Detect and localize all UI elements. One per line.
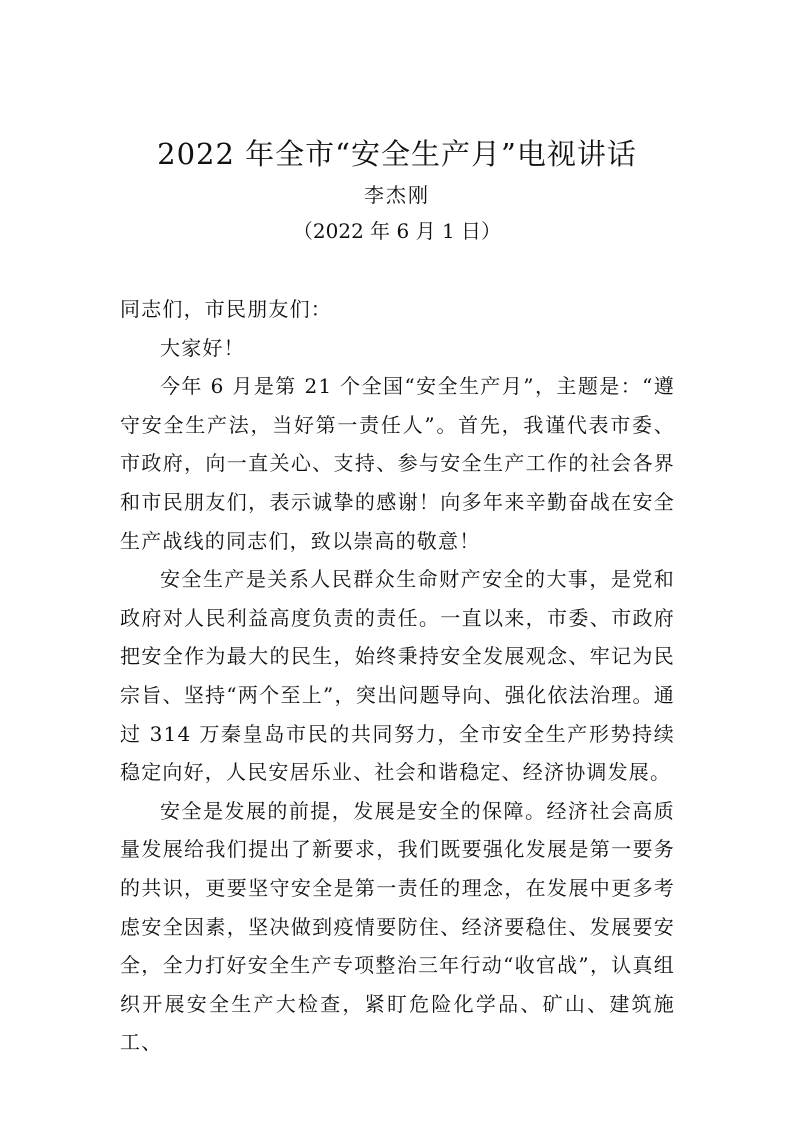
- paragraph-theme: 今年 6 月是第 21 个全国“安全生产月”，主题是：“遵守安全生产法，当好第一责任人”。首先，我谨代表市委、市政府，向一直关心、支持、参与安全生产工作的社会各界和市民朋友们，表示诚挚的感谢！向多年来辛勤奋战在安全生产战线的同志们，致以崇高的敬意！: [120, 374, 675, 553]
- document-date: （2022 年 6 月 1 日）: [292, 219, 502, 243]
- document-body: [120, 290, 675, 1062]
- document-author: 李杰刚: [364, 183, 430, 207]
- salutation: 同志们，市民朋友们：: [120, 297, 332, 321]
- paragraph-greeting: 大家好！: [160, 335, 245, 360]
- document-title: 2022 年全市“安全生产月”电视讲话: [157, 137, 637, 171]
- paragraph-safety-importance: 安全生产是关系人民群众生命财产安全的大事，是党和政府对人民利益高度负责的责任。一直以来，市委、市政府把安全作为最大的民生，始终秉持安全发展观念、牢记为民宗旨、坚持“两个至上”，突出问题导向、强化依法治理。通过 314 万秦皇岛市民的共同努力，全市安全生产形势持续稳定向好，人民安居乐业、社会和谐稳定、经济协调发展。: [120, 567, 675, 785]
- paragraph-safety-development: 安全是发展的前提，发展是安全的保障。经济社会高质量发展给我们提出了新要求，我们既要强化发展是第一要务的共识，更要坚守安全是第一责任的理念，在发展中更多考虑安全因素，坚决做到疫情要防住、经济要稳住、发展要安全，全力打好安全生产专项整治三年行动“收官战”，认真组织开展安全生产大检查，紧盯危险化学品、矿山、建筑施工、: [120, 798, 675, 1055]
